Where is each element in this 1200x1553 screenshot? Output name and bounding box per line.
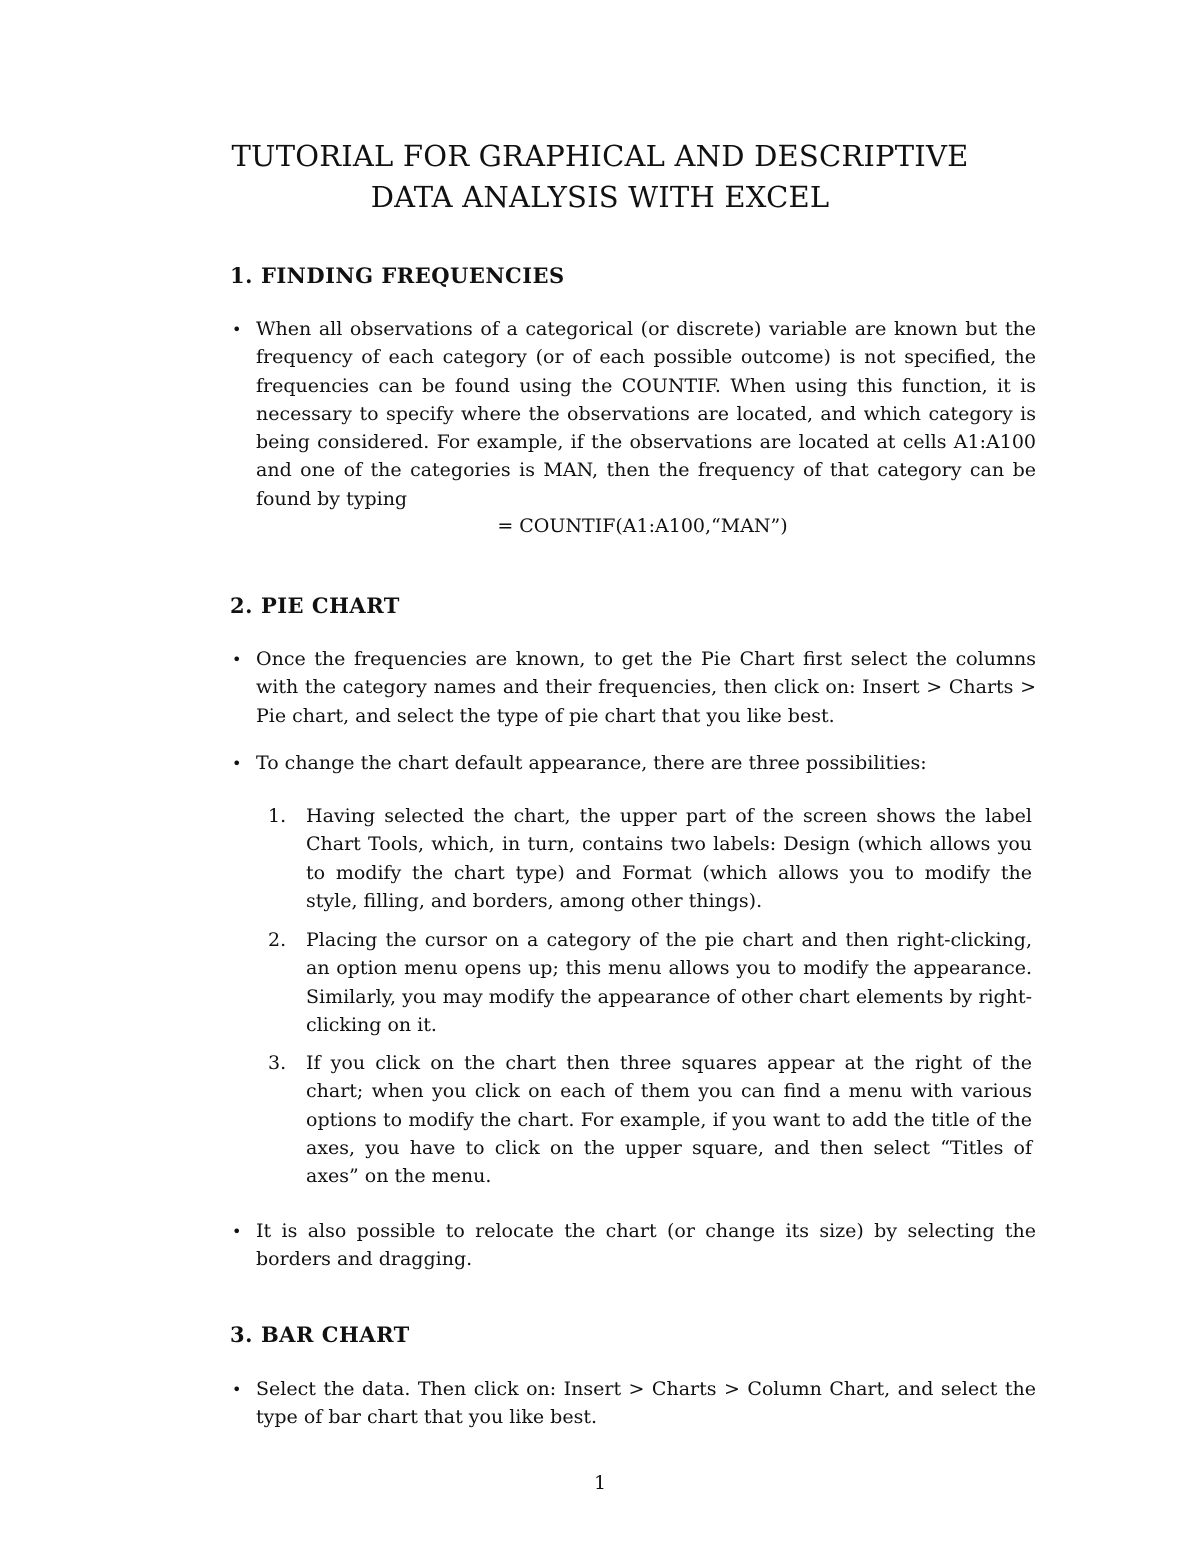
enum-number: 3.	[268, 1052, 287, 1074]
bullet-icon: •	[232, 1380, 242, 1399]
bullet-icon: •	[232, 320, 242, 339]
section-number: 2.	[230, 593, 253, 618]
section-title: BAR CHART	[260, 1322, 410, 1347]
enum-number: 2.	[268, 929, 287, 951]
paragraph-bar-chart-steps: Select the data. Then click on: Insert > Charts > Column Chart, and select the type of bar chart that you like best.	[256, 1378, 1036, 1429]
section-heading-pie-chart	[230, 593, 400, 618]
paragraph-appearance-intro: To change the chart default appearance, there are three possibilities:	[256, 752, 927, 774]
document-title-line-2: DATA ANALYSIS WITH EXCEL	[370, 180, 830, 214]
paragraph-pie-chart-steps: Once the frequencies are known, to get the Pie Chart first select the columns with the category names and their frequencies, then click on: Insert > Charts > Pie chart, and select the type of pie chart that you like best.	[256, 648, 1036, 727]
paragraph-relocate-chart: It is also possible to relocate the chart (or change its size) by selecting the borders and dragging.	[256, 1220, 1036, 1271]
bullet-icon: •	[232, 650, 242, 669]
formula-countif	[0, 515, 1200, 537]
document-title-line-1: TUTORIAL FOR GRAPHICAL AND DESCRIPTIVE	[231, 139, 969, 173]
section-number: 3.	[230, 1322, 253, 1347]
section-number: 1.	[230, 263, 253, 288]
bullet-icon: •	[232, 754, 242, 773]
formula-text: = COUNTIF(A1:A100,“MAN”)	[497, 515, 788, 537]
section-heading-finding-frequencies	[230, 263, 565, 288]
paragraph-countif: When all observations of a categorical (or discrete) variable are known but the frequency of each category (or of each possible outcome) is not specified, the frequencies can be found using the COUNTIF. When using this function, it is necessary to specify where the observations are located, and which category is being considered. For example, if the observations are located at cells A1:A100 and one of the categories is MAN, then the frequency of that category can be found by typing	[256, 318, 1036, 510]
enum-number: 1.	[268, 805, 287, 827]
page-number: 1	[593, 1472, 607, 1494]
section-title: PIE CHART	[260, 593, 400, 618]
enum-item-right-click: Placing the cursor on a category of the pie chart and then right-clicking, an option menu opens up; this menu allows you to modify the appearance. Similarly, you may modify the appearance of other chart elements by right-clicking on it.	[306, 929, 1032, 1036]
bullet-icon: •	[232, 1222, 242, 1241]
section-title: FINDING FREQUENCIES	[260, 263, 565, 288]
enum-item-chart-tools: Having selected the chart, the upper part of the screen shows the label Chart Tools, which, in turn, contains two labels: Design (which allows you to modify the chart type) and Format (which allows you to modify the style, filling, and borders, among other things).	[306, 805, 1032, 912]
section-heading-bar-chart	[230, 1322, 410, 1347]
enum-item-three-squares: If you click on the chart then three squares appear at the right of the chart; when you click on each of them you can find a menu with various options to modify the chart. For example, if you want to add the title of the axes, you have to click on the upper square, and then select “Titles of axes” on the menu.	[306, 1052, 1032, 1188]
